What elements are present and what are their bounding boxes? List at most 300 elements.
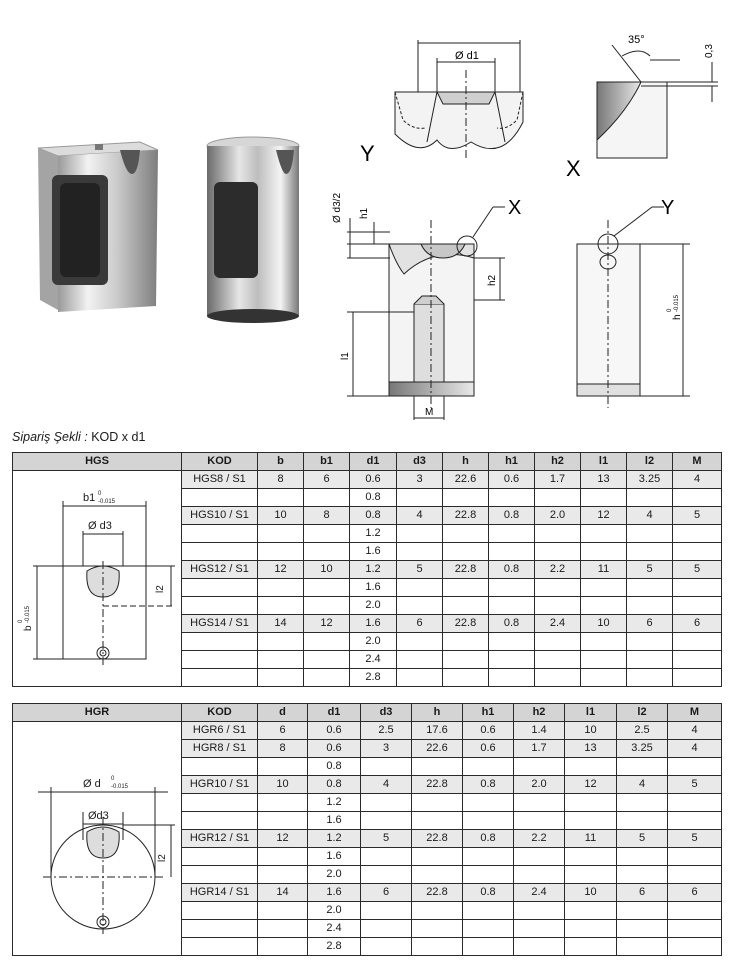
table-cell: 1.6: [350, 543, 397, 561]
table-cell: 0.6: [489, 471, 535, 489]
table-cell: [514, 758, 565, 776]
table-cell: HGR14 / S1: [182, 884, 258, 902]
table-cell: 5: [617, 830, 668, 848]
table-cell: 0.8: [463, 776, 514, 794]
l2-label: l2: [155, 585, 166, 593]
table-cell: [412, 758, 463, 776]
table-cell: 1.7: [514, 740, 565, 758]
table-cell: [489, 669, 535, 687]
table-cell: [182, 597, 258, 615]
table-cell: [304, 651, 350, 669]
column-header-h1: h1: [463, 704, 514, 722]
table-cell: 2.4: [350, 651, 397, 669]
h1-label: h1: [359, 207, 370, 219]
table-cell: [361, 866, 412, 884]
table-cell: 2.0: [308, 866, 361, 884]
table-cell: 2.4: [308, 920, 361, 938]
table-cell: [361, 794, 412, 812]
table-cell: HGR10 / S1: [182, 776, 258, 794]
table-cell: [535, 543, 581, 561]
table-cell: 8: [304, 507, 350, 525]
table-cell: [581, 669, 627, 687]
d3-label: Ød3: [88, 810, 109, 822]
table-cell: 5: [668, 776, 722, 794]
table-cell: [565, 920, 617, 938]
table-cell: 13: [565, 740, 617, 758]
hgs-spec-table: [12, 452, 722, 687]
table-cell: [182, 902, 258, 920]
table-cell: [463, 848, 514, 866]
d3-label: Ø d3: [88, 520, 112, 532]
table-cell: 2.8: [350, 669, 397, 687]
table-cell: [443, 633, 489, 651]
table-cell: [258, 848, 308, 866]
table-cell: [489, 489, 535, 507]
table-cell: 3: [397, 471, 443, 489]
table-cell: 12: [565, 776, 617, 794]
table-cell: 0.6: [463, 740, 514, 758]
table-cell: [443, 597, 489, 615]
table-cell: [258, 866, 308, 884]
b1-label: b1: [83, 492, 96, 504]
table-cell: [182, 812, 258, 830]
table-cell: 11: [565, 830, 617, 848]
table-cell: 4: [617, 776, 668, 794]
table-cell: [361, 902, 412, 920]
table-cell: 4: [397, 507, 443, 525]
table-cell: 0.8: [350, 489, 397, 507]
table-cell: [258, 938, 308, 956]
l2-label: l2: [157, 854, 168, 862]
table-cell: [463, 866, 514, 884]
table-cell: [627, 633, 673, 651]
table-cell: [617, 866, 668, 884]
table-cell: [443, 579, 489, 597]
table-cell: 1.6: [308, 812, 361, 830]
table-row: [13, 471, 722, 489]
table-cell: 2.5: [617, 722, 668, 740]
table-cell: 1.2: [308, 794, 361, 812]
table-cell: [673, 579, 722, 597]
hgs-front-section: [347, 207, 505, 420]
table-cell: 5: [361, 830, 412, 848]
table-cell: 14: [258, 884, 308, 902]
table-cell: [397, 543, 443, 561]
table-cell: [182, 938, 258, 956]
d-tol-lower: -0.015: [111, 784, 129, 790]
table-cell: [463, 902, 514, 920]
table-cell: 22.8: [443, 615, 489, 633]
table-cell: 4: [673, 471, 722, 489]
table-cell: [627, 651, 673, 669]
column-header-h2: h2: [535, 453, 581, 471]
table-cell: HGS8 / S1: [182, 471, 258, 489]
table-cell: 0.8: [463, 830, 514, 848]
table-cell: HGS14 / S1: [182, 615, 258, 633]
order-format: [12, 430, 145, 444]
b-tol-lower: -0.015: [25, 605, 31, 623]
table-cell: [565, 812, 617, 830]
table-cell: [668, 758, 722, 776]
technical-drawings: [0, 0, 733, 425]
column-header-d3: d3: [397, 453, 443, 471]
table-cell: [535, 525, 581, 543]
table-cell: 6: [258, 722, 308, 740]
column-header-hgr: HGR: [13, 704, 182, 722]
table-cell: [182, 866, 258, 884]
table-cell: [443, 651, 489, 669]
table-cell: 2.4: [514, 884, 565, 902]
table-cell: [412, 794, 463, 812]
table-cell: 10: [565, 722, 617, 740]
table-cell: [565, 866, 617, 884]
table-cell: 22.8: [412, 776, 463, 794]
table-cell: HGR8 / S1: [182, 740, 258, 758]
table-cell: 1.6: [350, 615, 397, 633]
table-cell: [673, 651, 722, 669]
table-cell: HGS12 / S1: [182, 561, 258, 579]
column-header-h2: h2: [514, 704, 565, 722]
table-cell: 6: [361, 884, 412, 902]
table-cell: [397, 651, 443, 669]
table-cell: [514, 848, 565, 866]
table-cell: [668, 812, 722, 830]
table-cell: [397, 597, 443, 615]
table-cell: [463, 920, 514, 938]
column-header-m: M: [668, 704, 722, 722]
d-label: Ø d: [83, 778, 101, 790]
table-cell: [489, 651, 535, 669]
table-cell: [565, 902, 617, 920]
table-cell: 2.0: [308, 902, 361, 920]
table-cell: [304, 579, 350, 597]
h2-label: h2: [487, 274, 498, 286]
table-cell: [514, 938, 565, 956]
table-cell: [397, 633, 443, 651]
h-tol-upper: 0: [667, 308, 673, 312]
table-cell: 22.6: [412, 740, 463, 758]
table-cell: 5: [397, 561, 443, 579]
table-cell: 1.6: [308, 884, 361, 902]
table-cell: [397, 489, 443, 507]
table-cell: [182, 489, 258, 507]
hgr-spec-table: [12, 703, 722, 956]
table-cell: 14: [258, 615, 304, 633]
table-cell: [535, 597, 581, 615]
table-cell: [673, 525, 722, 543]
hgs-product-photo: [38, 142, 158, 312]
table-cell: [617, 758, 668, 776]
table-cell: [514, 920, 565, 938]
view-y-label: Y: [360, 141, 375, 166]
table-cell: 22.8: [443, 561, 489, 579]
table-cell: 0.8: [308, 758, 361, 776]
table-cell: 10: [304, 561, 350, 579]
column-header-kod: KOD: [182, 453, 258, 471]
table-cell: [182, 669, 258, 687]
table-cell: [668, 794, 722, 812]
table-cell: [535, 651, 581, 669]
b1-tol-upper: 0: [98, 491, 102, 497]
table-cell: [304, 525, 350, 543]
table-cell: 6: [304, 471, 350, 489]
table-cell: [514, 866, 565, 884]
table-cell: [668, 920, 722, 938]
table-cell: [182, 758, 258, 776]
table-cell: [489, 633, 535, 651]
table-cell: [617, 938, 668, 956]
table-cell: [581, 633, 627, 651]
table-cell: [673, 633, 722, 651]
table-cell: 1.2: [350, 561, 397, 579]
table-cell: 1.6: [350, 579, 397, 597]
table-cell: 12: [304, 615, 350, 633]
table-cell: 11: [581, 561, 627, 579]
table-cell: 17.6: [412, 722, 463, 740]
table-cell: [304, 543, 350, 561]
table-cell: [668, 866, 722, 884]
table-cell: [361, 920, 412, 938]
table-cell: [514, 902, 565, 920]
h-label: h: [672, 314, 683, 320]
table-cell: [673, 597, 722, 615]
table-cell: [489, 543, 535, 561]
column-header-d3: d3: [361, 704, 412, 722]
table-cell: 4: [361, 776, 412, 794]
table-cell: [617, 902, 668, 920]
table-cell: 5: [627, 561, 673, 579]
hgr-drawing-cell: [13, 722, 182, 956]
table-cell: [617, 812, 668, 830]
table-cell: [514, 794, 565, 812]
table-cell: [463, 938, 514, 956]
table-cell: [258, 633, 304, 651]
table-cell: [443, 525, 489, 543]
table-cell: [463, 758, 514, 776]
table-cell: 4: [668, 740, 722, 758]
table-cell: [182, 920, 258, 938]
table-cell: [304, 669, 350, 687]
table-cell: 0.8: [350, 507, 397, 525]
table-cell: [627, 543, 673, 561]
l1-label: l1: [340, 352, 351, 360]
table-cell: 0.6: [308, 740, 361, 758]
table-cell: [258, 920, 308, 938]
table-cell: 22.6: [443, 471, 489, 489]
table-cell: [412, 902, 463, 920]
table-cell: [668, 902, 722, 920]
table-cell: 5: [668, 830, 722, 848]
table-cell: [258, 758, 308, 776]
table-cell: 2.0: [350, 633, 397, 651]
table-cell: 2.0: [535, 507, 581, 525]
table-cell: 0.8: [463, 884, 514, 902]
table-cell: 10: [581, 615, 627, 633]
table-cell: [581, 597, 627, 615]
table-cell: 0.8: [489, 561, 535, 579]
table-cell: [535, 633, 581, 651]
table-cell: [489, 525, 535, 543]
table-cell: [463, 812, 514, 830]
table-cell: 3: [361, 740, 412, 758]
table-cell: [535, 579, 581, 597]
table-cell: 2.0: [514, 776, 565, 794]
table-cell: [258, 597, 304, 615]
table-cell: [581, 525, 627, 543]
table-cell: [258, 812, 308, 830]
table-cell: [627, 669, 673, 687]
column-header-b: b: [258, 453, 304, 471]
angle-label: 35°: [628, 34, 645, 46]
column-header-d1: d1: [308, 704, 361, 722]
table-cell: [397, 579, 443, 597]
table-cell: [581, 543, 627, 561]
table-cell: [397, 525, 443, 543]
table-cell: 6: [673, 615, 722, 633]
table-cell: 5: [673, 561, 722, 579]
table-cell: [668, 848, 722, 866]
table-cell: 0.8: [308, 776, 361, 794]
table-cell: 1.6: [308, 848, 361, 866]
table-cell: 8: [258, 471, 304, 489]
column-header-hgs: HGS: [13, 453, 182, 471]
table-header-row: [13, 453, 722, 471]
table-cell: [182, 633, 258, 651]
table-cell: 22.8: [412, 884, 463, 902]
table-cell: [514, 812, 565, 830]
callout-x-label: X: [508, 197, 522, 219]
table-cell: [361, 758, 412, 776]
table-cell: 22.8: [443, 507, 489, 525]
hgs-dimension-drawing: [13, 471, 182, 687]
column-header-h: h: [412, 704, 463, 722]
hgr-product-photo: [207, 137, 299, 323]
table-cell: [617, 794, 668, 812]
table-cell: [258, 651, 304, 669]
table-cell: [673, 669, 722, 687]
table-cell: [673, 543, 722, 561]
table-cell: 12: [258, 830, 308, 848]
table-cell: [304, 489, 350, 507]
view-x-label: X: [566, 156, 581, 181]
column-header-h: h: [443, 453, 489, 471]
table-cell: [443, 669, 489, 687]
table-cell: [617, 920, 668, 938]
h-tolerance-label: [667, 294, 683, 320]
table-cell: 13: [581, 471, 627, 489]
table-cell: [673, 489, 722, 507]
table-cell: [361, 812, 412, 830]
table-cell: 22.8: [412, 830, 463, 848]
table-row: [13, 722, 722, 740]
column-header-h1: h1: [489, 453, 535, 471]
table-cell: [668, 938, 722, 956]
column-header-l1: l1: [581, 453, 627, 471]
column-header-l2: l2: [617, 704, 668, 722]
table-cell: 6: [627, 615, 673, 633]
table-cell: [535, 669, 581, 687]
view-x-detail: [597, 45, 718, 158]
table-cell: [565, 848, 617, 866]
table-cell: [565, 938, 617, 956]
table-cell: 10: [258, 507, 304, 525]
table-cell: 2.2: [514, 830, 565, 848]
d-tol-upper: 0: [111, 776, 115, 782]
order-value: KOD x d1: [91, 430, 146, 444]
column-header-m: M: [673, 453, 722, 471]
table-cell: [182, 848, 258, 866]
table-cell: [412, 938, 463, 956]
b-tol-upper: 0: [18, 619, 24, 623]
b1-tol-lower: -0.015: [98, 499, 116, 505]
table-cell: [258, 794, 308, 812]
column-header-kod: KOD: [182, 704, 258, 722]
table-cell: [182, 543, 258, 561]
table-cell: 2.0: [350, 597, 397, 615]
table-cell: [627, 525, 673, 543]
table-cell: [258, 543, 304, 561]
table-cell: 0.6: [308, 722, 361, 740]
table-cell: [489, 597, 535, 615]
hgr-dimension-drawing: [13, 722, 182, 956]
table-cell: [182, 579, 258, 597]
table-cell: 1.2: [308, 830, 361, 848]
table-cell: 2.5: [361, 722, 412, 740]
table-cell: 6: [617, 884, 668, 902]
table-cell: 2.2: [535, 561, 581, 579]
table-cell: [397, 669, 443, 687]
table-cell: 5: [673, 507, 722, 525]
table-cell: [581, 651, 627, 669]
b-label: b: [23, 625, 34, 631]
column-header-b1: b1: [304, 453, 350, 471]
table-cell: [565, 794, 617, 812]
table-cell: 12: [581, 507, 627, 525]
table-cell: [258, 902, 308, 920]
h-tol-lower: -0.015: [674, 294, 680, 312]
m-label: M: [425, 407, 434, 418]
table-cell: 10: [565, 884, 617, 902]
table-cell: 8: [258, 740, 308, 758]
table-cell: 3.25: [617, 740, 668, 758]
d3-half-label: Ø d3/2: [332, 192, 343, 223]
table-cell: 12: [258, 561, 304, 579]
table-cell: HGR12 / S1: [182, 830, 258, 848]
column-header-l1: l1: [565, 704, 617, 722]
table-cell: 1.7: [535, 471, 581, 489]
order-label: Sipariş Şekli :: [12, 430, 88, 444]
table-cell: [443, 489, 489, 507]
table-cell: [489, 579, 535, 597]
table-cell: 0.6: [463, 722, 514, 740]
b-dimension-label: [18, 605, 34, 631]
table-cell: [412, 920, 463, 938]
table-cell: [182, 794, 258, 812]
table-cell: [565, 758, 617, 776]
table-cell: [412, 848, 463, 866]
table-cell: [304, 633, 350, 651]
table-cell: 6: [397, 615, 443, 633]
table-cell: [258, 579, 304, 597]
column-header-d: d: [258, 704, 308, 722]
table-cell: 10: [258, 776, 308, 794]
table-cell: HGS10 / S1: [182, 507, 258, 525]
table-cell: [412, 866, 463, 884]
table-cell: 0.8: [489, 615, 535, 633]
table-cell: [258, 669, 304, 687]
table-cell: 1.2: [350, 525, 397, 543]
table-cell: [463, 794, 514, 812]
